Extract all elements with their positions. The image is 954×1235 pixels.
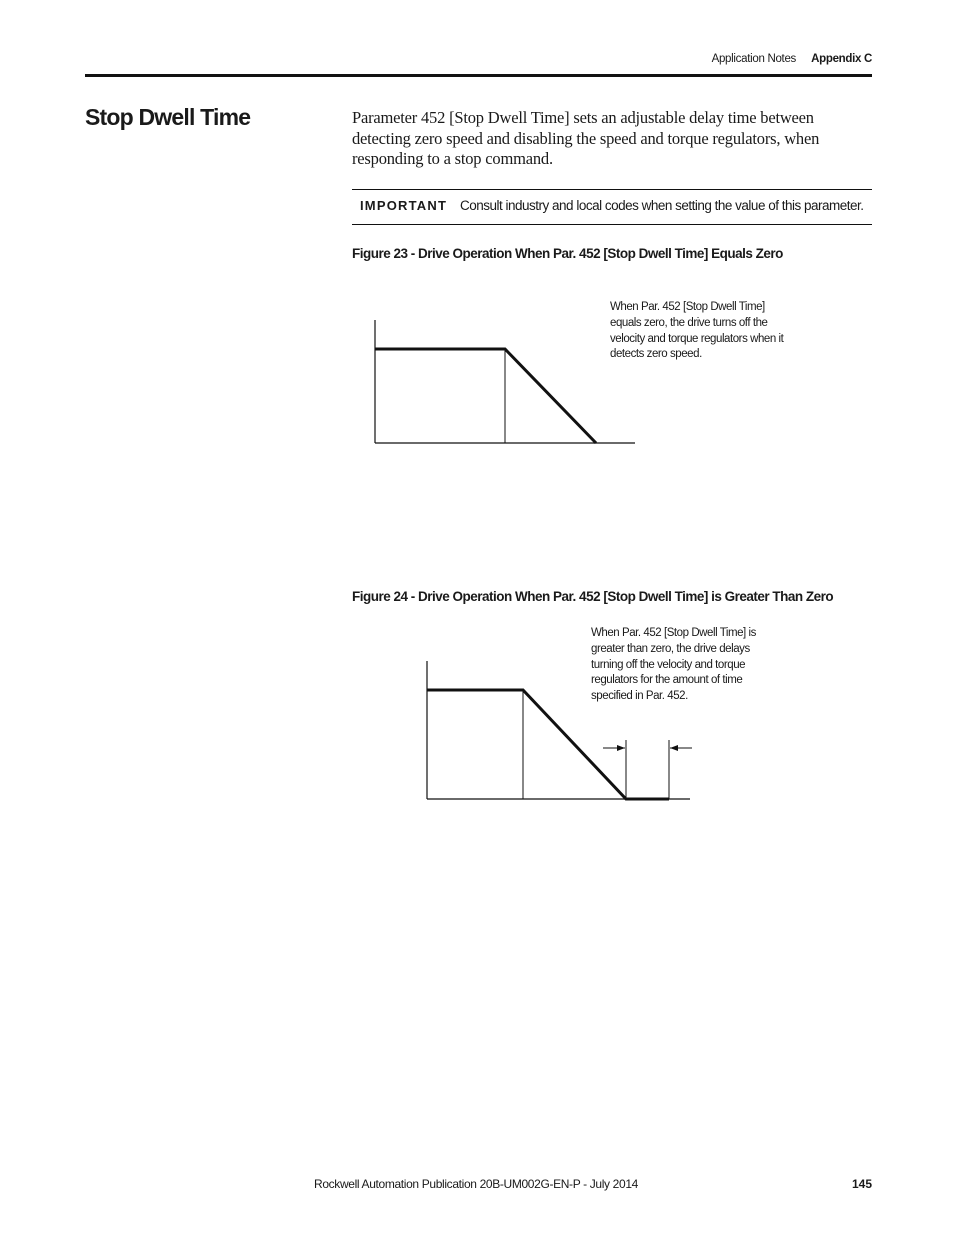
section-title: Stop Dwell Time: [85, 104, 251, 130]
important-text: Consult industry and local codes when setting the value of this parameter.: [460, 198, 864, 213]
figure-23-note: When Par. 452 [Stop Dwell Time] equals zero, the drive turns off the velocity and torque regulators when it detects zero speed.: [610, 301, 784, 361]
running-header-section: Application Notes: [711, 53, 796, 65]
figure-23-caption: Figure 23 - Drive Operation When Par. 452 [Stop Dwell Time] Equals Zero: [352, 246, 783, 261]
figure-23-diagram: [375, 320, 635, 443]
page-number: 145: [851, 1177, 872, 1191]
figure-24-note: When Par. 452 [Stop Dwell Time] is greater than zero, the drive delays turning off the velocity and torque regulators for the amount of time specified in Par. 452.: [591, 627, 756, 703]
running-header-appendix: Appendix C: [811, 53, 872, 65]
figure-24-diagram: [427, 661, 692, 799]
fig23-speed-curve: [375, 349, 596, 443]
fig24-speed-curve: [427, 690, 669, 799]
important-label: IMPORTANT: [360, 198, 448, 213]
body-paragraph: Parameter 452 [Stop Dwell Time] sets an adjustable delay time between detecting zero speed and disabling the speed and torque regulators, when responding to a stop command.: [352, 108, 820, 168]
footer-publication: Rockwell Automation Publication 20B-UM002G-EN-P - July 2014: [314, 1177, 638, 1191]
figure-24-caption: Figure 24 - Drive Operation When Par. 452 [Stop Dwell Time] is Greater Than Zero: [352, 589, 834, 604]
